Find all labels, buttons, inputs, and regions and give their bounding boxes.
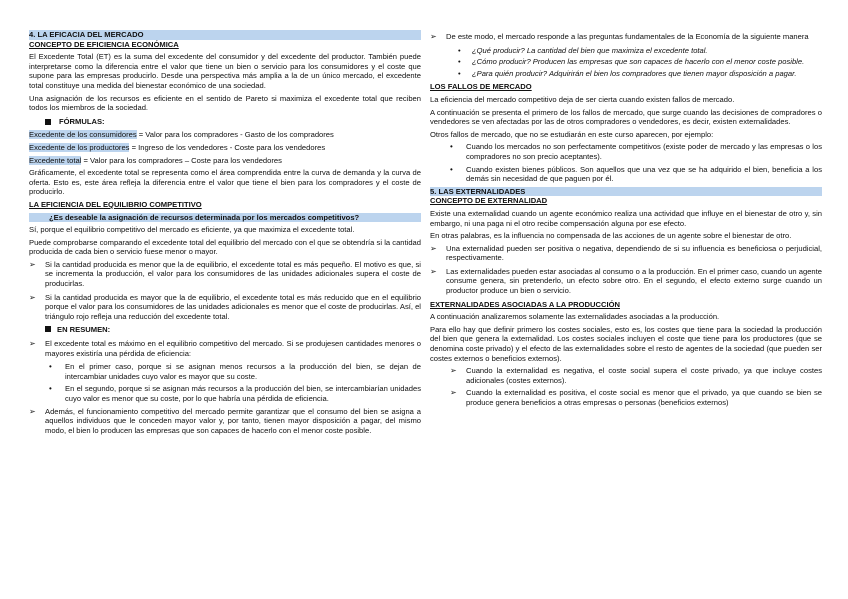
- bullet-dot-icon: •: [450, 142, 453, 152]
- bullet-dot-icon: •: [49, 384, 52, 394]
- bullet-bienes-publicos: • Cuando existen bienes públicos. Son aquellos que una vez que se ha adquirido el bien, beneficia a los demás sin necesidad de que paguen por él.: [450, 164, 822, 184]
- arrow-item-ademas: ➢ Además, el funcionamiento competitivo del mercado permite garantizar que el consumo del bien se asigna a aquellos individuos que le conceden mayor valor y, por tanto, tienen mayor disposición a pagar, del mismo modo, el bien lo producen las empresas que son capaces de hacerlo con el menor coste posible.: [29, 406, 421, 435]
- paragraph-comprobarse: Puede comprobarse comparando el excedente total del equilibrio del mercado con el que se obtendría si la cantidad producida de cada bien o servicio fuese menor o mayor.: [29, 237, 421, 257]
- equilibrium-title: LA EFICIENCIA DEL EQUILIBRIO COMPETITIVO: [29, 199, 202, 209]
- bullet-dot-icon: •: [450, 164, 453, 174]
- arrow-item-maximo: ➢ El excedente total es máximo en el equilibrio competitivo del mercado. Si se produjesen cantidades menores o mayores existiría una pérdida de eficiencia:: [29, 339, 421, 358]
- formula-consumidores: Excedente de los consumidores = Valor para los compradores - Gasto de los compradores: [29, 130, 334, 140]
- formulas-heading: FÓRMULAS:: [45, 117, 421, 127]
- left-column: [29, 30, 421, 439]
- arrow-bullet-icon: ➢: [29, 339, 36, 349]
- bullet-dot-icon: •: [458, 57, 461, 67]
- resumen-heading: EN RESUMEN:: [45, 325, 421, 335]
- paragraph-grafico: Gráficamente, el excedente total se representa como el área comprendida entre la curva de demanda y la curva de oferta. Esto es, este área refleja la diferencia entre el valor que tiene el bien para los compradores y el coste de producirlo.: [29, 168, 421, 197]
- formula-total: Excedente total = Valor para los compradores – Coste para los vendedores: [29, 155, 282, 165]
- highlighted-question: ¿Es deseable la asignación de recursos determinada por los mercados competitivos?: [29, 213, 421, 223]
- section-title: 4. LA EFICACIA DEL MERCADO: [29, 30, 421, 40]
- bullet-segundo-caso: • En el segundo, porque si se asignan más recursos a la producción del bien, se intercambiarían unidades cuyo valor es menor que su coste, por lo que habría una pérdida de eficiencia.: [49, 384, 421, 403]
- externalidad-concept-title: CONCEPTO DE EXTERNALIDAD: [430, 196, 548, 206]
- bullet-dot-icon: •: [458, 68, 461, 78]
- paragraph-externalidad-2: En otras palabras, es la influencia no compensada de las acciones de un agente sobre el bienestar de otro.: [430, 231, 792, 241]
- arrow-bullet-icon: ➢: [430, 32, 437, 41]
- square-bullet-icon: [45, 326, 51, 332]
- bullet-dot-icon: •: [49, 362, 52, 372]
- arrow-item-positiva: ➢ Cuando la externalidad es positiva, el coste social es menor que el privado, ya que cuando se bien se produce genera beneficios a otras empresas o personas (beneficios externos): [450, 388, 822, 407]
- arrow-item-mayor: ➢ Si la cantidad producida es mayor que la de equilibrio, el excedente total es más reducido que en el equilibrio porque el valor para los consumidores de las unidades adicionales es menor que el coste de producirlas. Así, el triángulo rojo refleja una reducción del excedente total.: [29, 292, 421, 321]
- paragraph-fallos-1: La eficiencia del mercado competitivo deja de ser cierta cuando existen fallos de mercado.: [430, 94, 735, 104]
- arrow-bullet-icon: ➢: [29, 259, 36, 269]
- question-como: • ¿Cómo producir? Producen las empresas que son capaces de hacerlo con el menor coste posible.: [458, 57, 805, 67]
- arrow-bullet-icon: ➢: [29, 406, 36, 416]
- question-quien: • ¿Para quién producir? Adquirirán el bien los compradores que tienen mayor disposición a pagar.: [458, 68, 797, 78]
- paragraph-produccion-2: Para ello hay que definir primero los costes sociales, esto es, los costes que tiene para la sociedad la producción del bien que genera la externalidad. Los costes sociales incluyen el coste que tiene para los productores (que se denomina coste privado) y el efecto de las externalidades sobre el resto de agentes de la sociedad (que pueden ser costes externos o beneficios externos).: [430, 324, 822, 363]
- paragraph-produccion-1: A continuación analizaremos solamente las externalidades asociadas a la producción.: [430, 312, 720, 322]
- arrow-item-preguntas: ➢ De este modo, el mercado responde a las preguntas fundamentales de la Economía de la siguiente manera: [430, 32, 809, 41]
- arrow-bullet-icon: ➢: [450, 366, 457, 376]
- bullet-primer-caso: • En el primer caso, porque si se asignan menos recursos a la producción del bien, se dejan de intercambiar unidades cuyo valor es mayor que su coste.: [49, 362, 421, 381]
- paragraph-si: Sí, porque el equilibrio competitivo del mercado es eficiente, ya que maximiza el excedente total.: [29, 225, 355, 235]
- paragraph-fallos-3: Otros fallos de mercado, que no se estudiarán en este curso aparecen, por ejemplo:: [430, 129, 714, 139]
- concept-title: CONCEPTO DE EFICIENCIA ECONÓMICA: [29, 39, 179, 49]
- bullet-no-competitivos: • Cuando los mercados no son perfectamente competitivos (existe poder de mercado y las empresas o los compradores no son precio aceptantes).: [450, 142, 822, 161]
- bullet-dot-icon: •: [458, 45, 461, 55]
- question-que: • ¿Qué producir? La cantidad del bien que maximiza el excedente total.: [458, 45, 708, 55]
- externalidades-section-title: 5. LAS EXTERNALIDADES: [430, 187, 822, 197]
- paragraph-excedente-total: El Excedente Total (ET) es la suma del excedente del consumidor y del excedente del productor. También puede interpretarse como la diferencia entre el valor que tiene un bien o servicio para los consumidores y el coste que supone para las empresas producirlo. Desde una perspectiva más amplia a la de un único mercado, el excedente total constituye una medida del bienestar económico de una sociedad.: [29, 52, 421, 90]
- paragraph-fallos-2: A continuación se presenta el primero de los fallos de mercado, que surge cuando las decisiones de compradores o vendedores se ven afectadas por las de otros compradores o vendedores, es decir, existen externalidades.: [430, 107, 822, 127]
- arrow-bullet-icon: ➢: [430, 243, 437, 253]
- fallos-title: LOS FALLOS DE MERCADO: [430, 82, 532, 92]
- arrow-item-negativa: ➢ Cuando la externalidad es negativa, el coste social supera el coste privado, ya que incluye costes adicionales (costes externos).: [450, 366, 822, 385]
- arrow-bullet-icon: ➢: [29, 292, 36, 302]
- produccion-title: EXTERNALIDADES ASOCIADAS A LA PRODUCCIÓN: [430, 299, 620, 309]
- arrow-bullet-icon: ➢: [450, 388, 457, 398]
- paragraph-externalidad-1: Existe una externalidad cuando un agente económico realiza una actividad que influye en el bienestar de otro y, sin embargo, ni una paga ni el otro recibe compensación alguna por ese efecto.: [430, 208, 822, 228]
- arrow-item-positiva-negativa: ➢ Una externalidad pueden ser positiva o negativa, dependiendo de si su influencia es beneficiosa o perjudicial, respectivamente.: [430, 243, 822, 263]
- paragraph-pareto: Una asignación de los recursos es eficiente en el sentido de Pareto si maximiza el excedente total que reciben todos los miembros de la sociedad.: [29, 93, 421, 113]
- right-column: [430, 30, 822, 411]
- arrow-item-menor: ➢ Si la cantidad producida es menor que la de equilibrio, el excedente total es más pequeño. El motivo es que, si se incrementa la producción, el valor para los consumidores de las unidades adicionales supera el coste de producirlas.: [29, 259, 421, 289]
- arrow-item-consumo-produccion: ➢ Las externalidades pueden estar asociadas al consumo o a la producción. En el primer caso, cuando un agente consume genera, sin pretenderlo, un efecto sobre otro. En el segundo, el efecto externo surge cuando un productor produce un bien o servicio.: [430, 266, 822, 296]
- formula-productores: Excedente de los productores = Ingreso de los vendedores - Coste para los vendedores: [29, 142, 326, 152]
- arrow-bullet-icon: ➢: [430, 266, 437, 276]
- square-bullet-icon: [45, 119, 51, 125]
